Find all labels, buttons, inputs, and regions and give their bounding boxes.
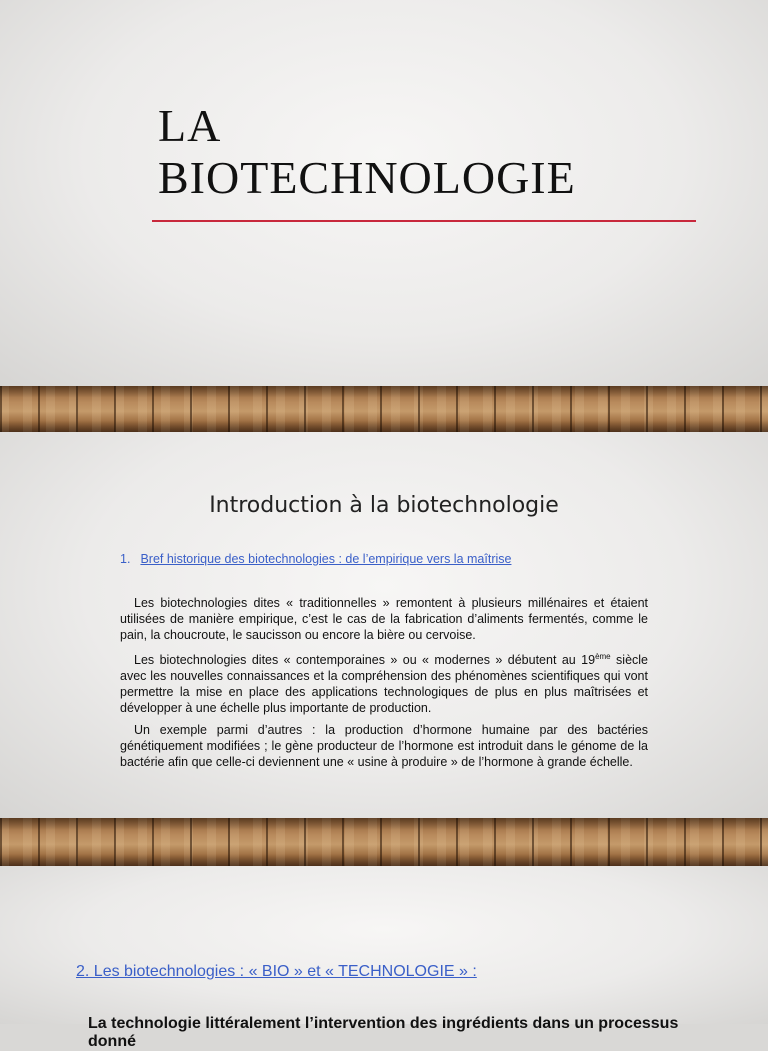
wood-floor-divider (0, 386, 768, 432)
cutoff-text: La technologie littéralement l’intervention des ingrédients dans un processus donné (88, 1015, 679, 1050)
section-heading-link[interactable]: 2. Les biotechnologies : « BIO » et « TECHNOLOGIE » : (76, 963, 477, 980)
title-line-2: BIOTECHNOLOGIE (158, 152, 576, 203)
paragraph-modern: Les biotechnologies dites « contemporaines » ou « modernes » débutent au 19ème siècle avec les nouvelles connaissances et la compréhension des phénomènes scientifiques qui vont permettre la mise en place des applications technologiques de plus en plus maîtrisées et développer à une échelle plus importante de production. (120, 652, 648, 716)
list-number: 1. (120, 552, 131, 566)
slide-heading: Introduction à la biotechnologie (209, 493, 559, 518)
list-heading-text: Bref historique des biotechnologies : de l’empirique vers la maîtrise (140, 552, 512, 566)
superscript-eme: ème (595, 652, 611, 661)
history-heading-link[interactable] (120, 552, 511, 566)
paragraph-traditional: Les biotechnologies dites « traditionnelles » remontent à plusieurs millénaires et étaient utilisées de manière empirique, c’est le cas de la fabrication d’aliments fermentés, comme le pain, la choucroute, le saucisson ou encore la bière ou cervoise. (120, 596, 648, 642)
paragraph-example: Un exemple parmi d’autres : la production d’hormone humaine par des bactéries génétiquement modifiées ; le gène producteur de l’hormone est introduit dans le génome de la bactérie afin que celle-ci deviennent une « usine à produire » de l’hormone à grande échelle. (120, 723, 648, 770)
title-line-1: LA (158, 100, 222, 151)
intro-body (120, 595, 648, 776)
slide-title (0, 0, 768, 386)
title-underline (152, 220, 696, 222)
presentation-title (158, 100, 576, 204)
wood-floor-divider (0, 818, 768, 866)
